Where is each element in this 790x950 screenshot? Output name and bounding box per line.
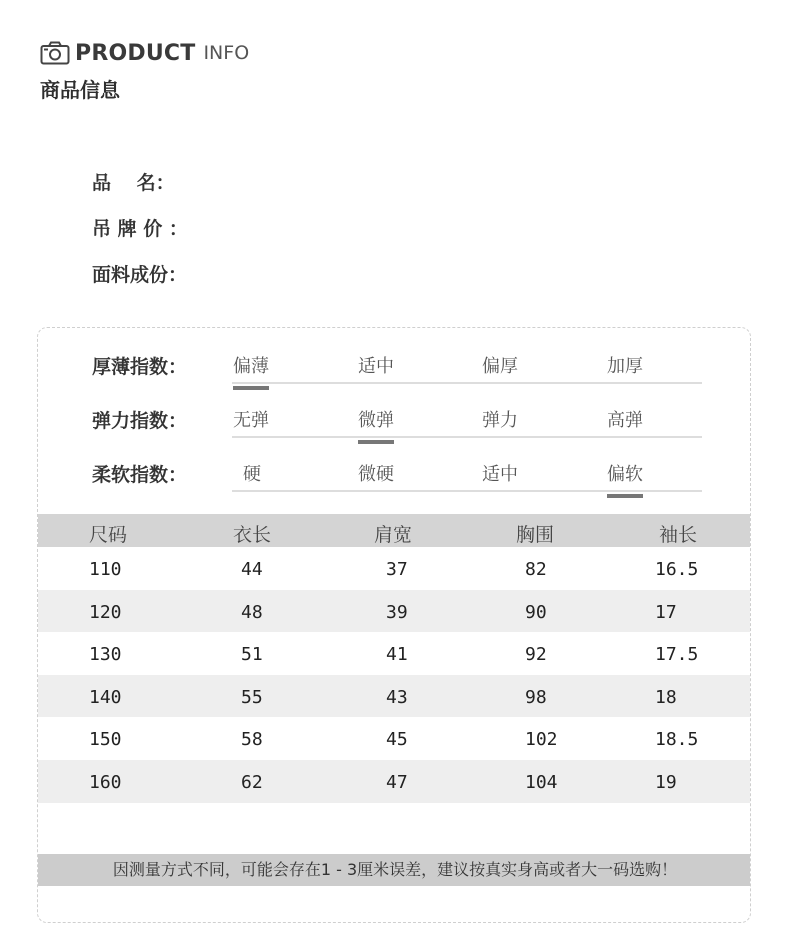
column-header: 衣长 bbox=[233, 524, 272, 546]
table-cell: 58 bbox=[241, 729, 263, 751]
index-option: 高弹 bbox=[607, 410, 643, 431]
camera-icon bbox=[40, 41, 70, 65]
title-row bbox=[40, 38, 249, 68]
table-cell: 44 bbox=[241, 559, 263, 580]
table-cell: 45 bbox=[386, 729, 408, 751]
title-info: INFO bbox=[203, 42, 250, 64]
index-label: 厚薄指数： bbox=[92, 356, 188, 378]
softness-index bbox=[92, 452, 702, 492]
product-info-header bbox=[40, 38, 249, 103]
table-cell: 102 bbox=[525, 729, 558, 751]
table-cell: 48 bbox=[241, 601, 263, 623]
table-row bbox=[38, 675, 751, 718]
index-option: 偏厚 bbox=[482, 356, 518, 377]
table-cell: 104 bbox=[525, 771, 558, 793]
index-option: 无弹 bbox=[233, 410, 269, 431]
table-cell: 110 bbox=[89, 559, 122, 580]
table-cell: 150 bbox=[89, 729, 122, 751]
info-label: 面料成份： bbox=[92, 263, 188, 286]
index-label: 柔软指数： bbox=[92, 464, 188, 486]
table-cell: 130 bbox=[89, 644, 122, 666]
info-row-fabric bbox=[92, 250, 196, 296]
info-label: 吊 牌 价 ： bbox=[92, 217, 188, 240]
table-cell: 120 bbox=[89, 601, 122, 623]
measurement-note: 因测量方式不同，可能会存在1 - 3厘米误差，建议按真实身高或者大一码选购！ bbox=[38, 854, 751, 886]
table-cell: 16.5 bbox=[655, 559, 699, 580]
size-panel bbox=[37, 327, 751, 923]
table-cell: 98 bbox=[525, 686, 547, 708]
table-cell: 18.5 bbox=[655, 729, 699, 751]
column-header: 尺码 bbox=[89, 524, 128, 546]
title-product: PRODUCT bbox=[75, 40, 196, 66]
index-option: 弹力 bbox=[482, 410, 518, 431]
elasticity-index bbox=[92, 398, 702, 438]
size-table bbox=[38, 514, 751, 803]
table-cell: 62 bbox=[241, 771, 263, 793]
product-basic-info bbox=[92, 158, 196, 296]
info-row-price bbox=[92, 204, 196, 250]
thickness-index bbox=[92, 344, 702, 384]
table-cell: 160 bbox=[89, 771, 122, 793]
table-cell: 47 bbox=[386, 771, 408, 793]
index-label: 弹力指数： bbox=[92, 410, 188, 432]
index-option: 硬 bbox=[243, 464, 261, 485]
table-cell: 82 bbox=[525, 559, 547, 580]
index-option-selected: 微弹 bbox=[358, 406, 394, 444]
index-option: 加厚 bbox=[607, 356, 643, 377]
index-option: 微硬 bbox=[358, 464, 394, 485]
table-cell: 55 bbox=[241, 686, 263, 708]
info-row-name bbox=[92, 158, 196, 204]
index-option: 适中 bbox=[358, 356, 394, 377]
table-cell: 37 bbox=[386, 559, 408, 580]
table-cell: 39 bbox=[386, 601, 408, 623]
info-label: 品 名： bbox=[92, 171, 175, 194]
table-cell: 43 bbox=[386, 686, 408, 708]
table-cell: 17.5 bbox=[655, 644, 699, 666]
table-cell: 19 bbox=[655, 771, 677, 793]
size-table-header bbox=[38, 514, 751, 547]
table-cell: 92 bbox=[525, 644, 547, 666]
table-cell: 51 bbox=[241, 644, 263, 666]
table-cell: 18 bbox=[655, 686, 677, 708]
column-header: 袖长 bbox=[659, 524, 698, 546]
column-header: 胸围 bbox=[516, 524, 555, 546]
table-cell: 41 bbox=[386, 644, 408, 666]
column-header: 肩宽 bbox=[374, 524, 413, 546]
table-cell: 140 bbox=[89, 686, 122, 708]
index-option: 适中 bbox=[482, 464, 518, 485]
table-row bbox=[38, 632, 751, 675]
table-row bbox=[38, 590, 751, 633]
table-cell: 17 bbox=[655, 601, 677, 623]
index-option-selected: 偏软 bbox=[607, 460, 643, 498]
index-option-selected: 偏薄 bbox=[233, 352, 269, 390]
table-row bbox=[38, 547, 751, 590]
table-row bbox=[38, 760, 751, 803]
subtitle: 商品信息 bbox=[40, 78, 120, 102]
table-row bbox=[38, 717, 751, 760]
table-cell: 90 bbox=[525, 601, 547, 623]
